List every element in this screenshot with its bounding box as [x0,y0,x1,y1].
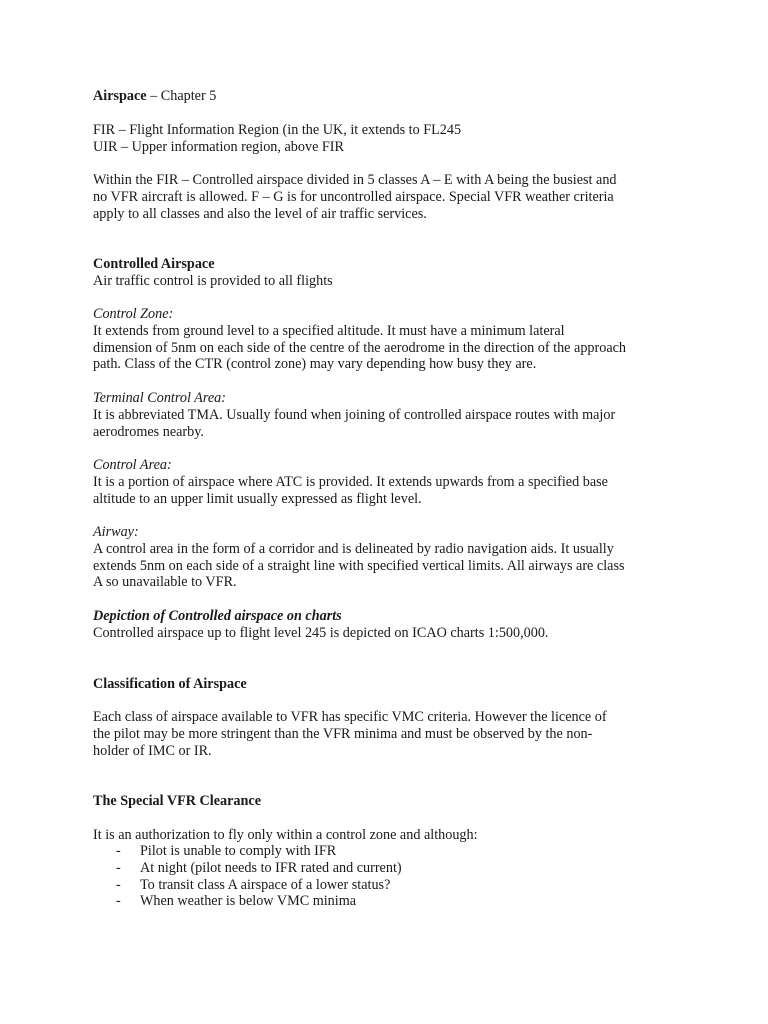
list-item-text: Pilot is unable to comply with IFR [140,843,337,859]
classification-paragraph [93,709,693,759]
list-item [93,893,402,910]
special-vfr-intro: It is an authorization to fly only within a control zone and although: [93,827,478,843]
intro-line: Within the FIR – Controlled airspace divided in 5 classes A – E with A being the busiest and [93,172,617,188]
terminal-control-area-line: aerodromes nearby. [93,423,204,440]
control-zone-heading: Control Zone: [93,306,174,322]
depiction-text: Controlled airspace up to flight level 245 is depicted on ICAO charts 1:500,000. [93,624,549,641]
bullet-dash: - [116,843,121,859]
chapter-title [93,88,693,105]
intro-paragraph [93,172,693,222]
list-item [93,843,402,860]
chapter-title-rest: – Chapter 5 [146,88,217,104]
bullet-dash: - [116,876,121,893]
control-area-section [93,457,693,507]
definitions-block [93,122,693,156]
bullet-dash: - [116,893,121,910]
special-vfr-heading: The Special VFR Clearance [93,793,261,809]
controlled-airspace-section [93,256,693,290]
control-area-line: altitude to an upper limit usually expressed as flight level. [93,490,422,507]
terminal-control-area-section [93,390,693,440]
classification-heading: Classification of Airspace [93,676,247,692]
depiction-heading: Depiction of Controlled airspace on charts [93,608,342,624]
list-item [93,877,402,894]
list-item-text: To transit class A airspace of a lower status? [140,876,391,893]
intro-line: no VFR aircraft is allowed. F – G is for uncontrolled airspace. Special VFR weather criteria [93,188,614,205]
list-item-text: At night (pilot needs to IFR rated and current) [140,859,402,876]
terminal-control-area-heading: Terminal Control Area: [93,390,226,406]
intro-line: apply to all classes and also the level of air traffic services. [93,205,427,222]
chapter-title-bold: Airspace [93,88,147,104]
list-item [93,860,402,877]
control-area-line: It is a portion of airspace where ATC is provided. It extends upwards from a specified base [93,473,608,490]
bullet-dash: - [116,859,121,876]
definition-uir: UIR – Upper information region, above FIR [93,138,344,155]
control-zone-line: path. Class of the CTR (control zone) may vary depending how busy they are. [93,356,537,373]
control-zone-line: dimension of 5nm on each side of the centre of the aerodrome in the direction of the approach [93,339,627,356]
control-area-heading: Control Area: [93,457,172,473]
control-zone-section [93,306,693,373]
airway-section [93,524,693,591]
controlled-airspace-text: Air traffic control is provided to all flights [93,272,333,289]
airway-line: A control area in the form of a corridor and is delineated by radio navigation aids. It usually [93,540,614,557]
airway-line: extends 5nm on each side of a straight line with specified vertical limits. All airways are class [93,557,625,574]
classification-line: Each class of airspace available to VFR has specific VMC criteria. However the licence of [93,709,607,725]
airway-line: A so unavailable to VFR. [93,574,237,591]
airway-heading: Airway: [93,524,139,540]
special-vfr-list [93,843,402,910]
classification-line: holder of IMC or IR. [93,742,212,759]
controlled-airspace-heading: Controlled Airspace [93,256,215,272]
control-zone-line: It extends from ground level to a specified altitude. It must have a minimum lateral [93,322,565,339]
classification-line: the pilot may be more stringent than the VFR minima and must be observed by the non- [93,725,593,742]
terminal-control-area-line: It is abbreviated TMA. Usually found when joining of controlled airspace routes with major [93,406,616,423]
definition-fir: FIR – Flight Information Region (in the UK, it extends to FL245 [93,122,462,138]
depiction-section [93,608,693,642]
list-item-text: When weather is below VMC minima [140,893,357,910]
